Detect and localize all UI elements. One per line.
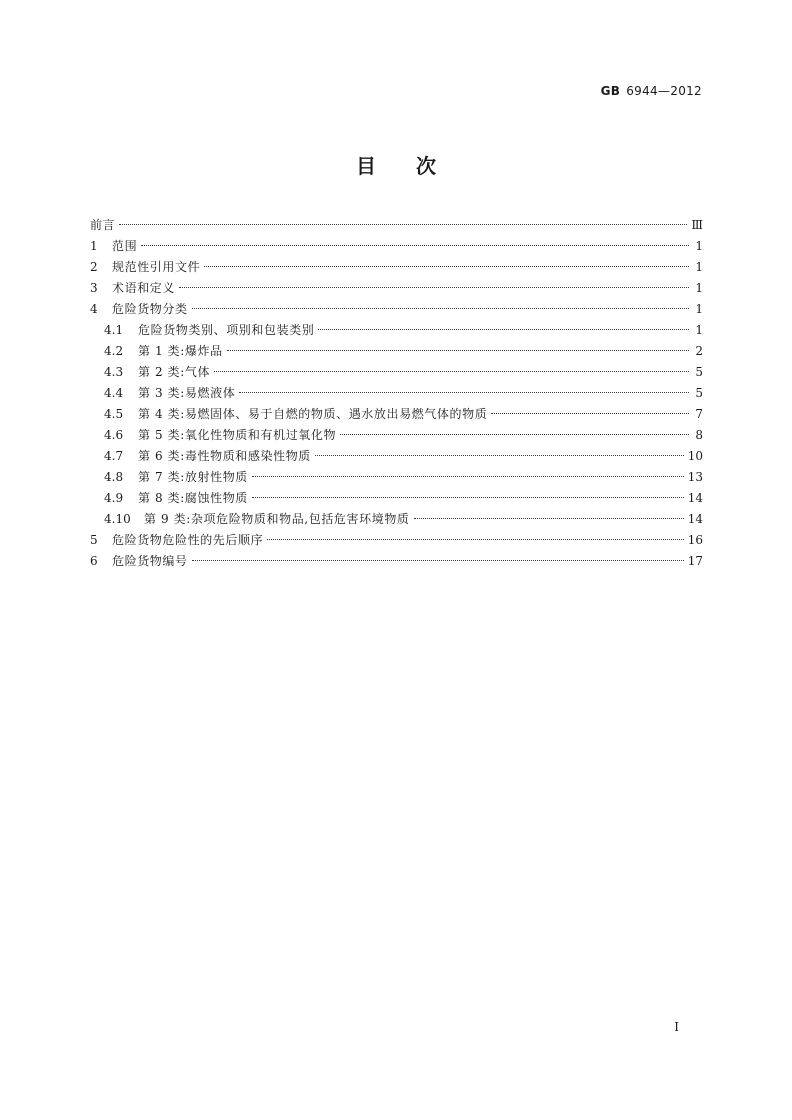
toc-entry[interactable]	[90, 215, 703, 236]
toc-entry[interactable]	[90, 341, 703, 362]
toc-entry-label: 危险货物类别、项别和包装类别	[138, 323, 315, 337]
toc-dot-leader	[340, 434, 689, 435]
toc-entry[interactable]	[90, 404, 703, 425]
toc-entry-label: 第 2 类:气体	[138, 365, 211, 379]
toc-entry[interactable]	[90, 320, 703, 341]
toc-entry-number: 4	[90, 302, 98, 316]
toc-entry[interactable]	[90, 425, 703, 446]
toc-dot-leader	[179, 287, 689, 288]
toc-entry[interactable]	[90, 467, 703, 488]
toc-entry[interactable]	[90, 278, 703, 299]
toc-entry-number: 1	[90, 239, 98, 253]
toc-dot-leader	[252, 476, 684, 477]
toc-entry-label: 第 7 类:放射性物质	[138, 470, 248, 484]
toc-dot-leader	[227, 350, 689, 351]
toc-entry[interactable]	[90, 236, 703, 257]
toc-entry[interactable]	[90, 530, 703, 551]
doc-code: GB	[600, 84, 621, 98]
toc-entry[interactable]	[90, 299, 703, 320]
toc-dot-leader	[491, 413, 689, 414]
toc-entry-label: 危险货物编号	[112, 554, 188, 568]
toc-entry-label: 危险货物危险性的先后顺序	[112, 533, 264, 547]
toc-entry-page: 5	[695, 386, 703, 400]
toc-entry-page: Ⅲ	[691, 218, 703, 232]
toc-entry-number: 4.6	[104, 428, 124, 442]
toc-entry-number: 4.3	[104, 365, 124, 379]
toc-entry-page: 1	[695, 239, 703, 253]
toc-dot-leader	[414, 518, 684, 519]
toc-entry[interactable]	[90, 446, 703, 467]
toc-entry-label: 第 9 类:杂项危险物质和物品,包括危害环境物质	[144, 512, 410, 526]
toc-dot-leader	[192, 308, 689, 309]
toc-entry[interactable]	[90, 509, 703, 530]
toc-dot-leader	[318, 329, 689, 330]
toc-entry-page: 10	[687, 449, 703, 463]
toc-entry-label: 第 6 类:毒性物质和感染性物质	[138, 449, 311, 463]
toc-entry-label: 危险货物分类	[112, 302, 188, 316]
toc-entry-number: 4.1	[104, 323, 124, 337]
toc-heading: 目次	[356, 154, 476, 178]
toc-entry-page: 14	[687, 512, 703, 526]
toc-entry-page: 1	[695, 302, 703, 316]
toc-entry-page: 1	[695, 281, 703, 295]
toc-entry-number: 2	[90, 260, 98, 274]
doc-number: 6944—2012	[626, 84, 702, 98]
toc-entry-number: 3	[90, 281, 98, 295]
table-of-contents	[90, 215, 703, 572]
toc-dot-leader	[204, 266, 689, 267]
toc-entry-page: 1	[695, 260, 703, 274]
toc-entry-page: 1	[695, 323, 703, 337]
toc-entry[interactable]	[90, 362, 703, 383]
toc-entry-label: 范围	[112, 239, 138, 253]
toc-entry-page: 16	[687, 533, 703, 547]
toc-entry-page: 2	[695, 344, 703, 358]
toc-entry-label: 第 5 类:氧化性物质和有机过氧化物	[138, 428, 337, 442]
toc-dot-leader	[119, 224, 687, 225]
toc-entry-number: 4.8	[104, 470, 124, 484]
toc-entry-page: 5	[695, 365, 703, 379]
toc-entry-number: 4.2	[104, 344, 124, 358]
toc-entry-number: 4.7	[104, 449, 124, 463]
toc-dot-leader	[267, 539, 684, 540]
toc-entry-number: 4.9	[104, 491, 124, 505]
toc-dot-leader	[239, 392, 689, 393]
page-number: I	[674, 1020, 679, 1034]
toc-entry-page: 8	[695, 428, 703, 442]
toc-entry[interactable]	[90, 257, 703, 278]
toc-entry[interactable]	[90, 383, 703, 404]
toc-entry-number: 4.4	[104, 386, 124, 400]
toc-entry-number: 4.10	[104, 512, 131, 526]
toc-entry-number: 5	[90, 533, 98, 547]
toc-dot-leader	[252, 497, 684, 498]
toc-entry-label: 第 3 类:易燃液体	[138, 386, 236, 400]
toc-entry-label: 术语和定义	[112, 281, 176, 295]
toc-entry-label: 第 1 类:爆炸品	[138, 344, 223, 358]
toc-dot-leader	[141, 245, 689, 246]
toc-entry-page: 14	[687, 491, 703, 505]
toc-dot-leader	[214, 371, 689, 372]
toc-entry-label: 前言	[90, 218, 116, 232]
document-id	[601, 84, 702, 98]
toc-entry-label: 第 8 类:腐蚀性物质	[138, 491, 248, 505]
toc-entry-page: 7	[695, 407, 703, 421]
toc-entry-label: 规范性引用文件	[112, 260, 201, 274]
toc-dot-leader	[315, 455, 684, 456]
toc-entry-number: 4.5	[104, 407, 124, 421]
toc-entry-label: 第 4 类:易燃固体、易于自燃的物质、遇水放出易燃气体的物质	[138, 407, 488, 421]
toc-entry-number: 6	[90, 554, 98, 568]
toc-entry[interactable]	[90, 488, 703, 509]
toc-entry[interactable]	[90, 551, 703, 572]
toc-entry-page: 13	[687, 470, 703, 484]
toc-entry-page: 17	[687, 554, 703, 568]
toc-dot-leader	[192, 560, 684, 561]
